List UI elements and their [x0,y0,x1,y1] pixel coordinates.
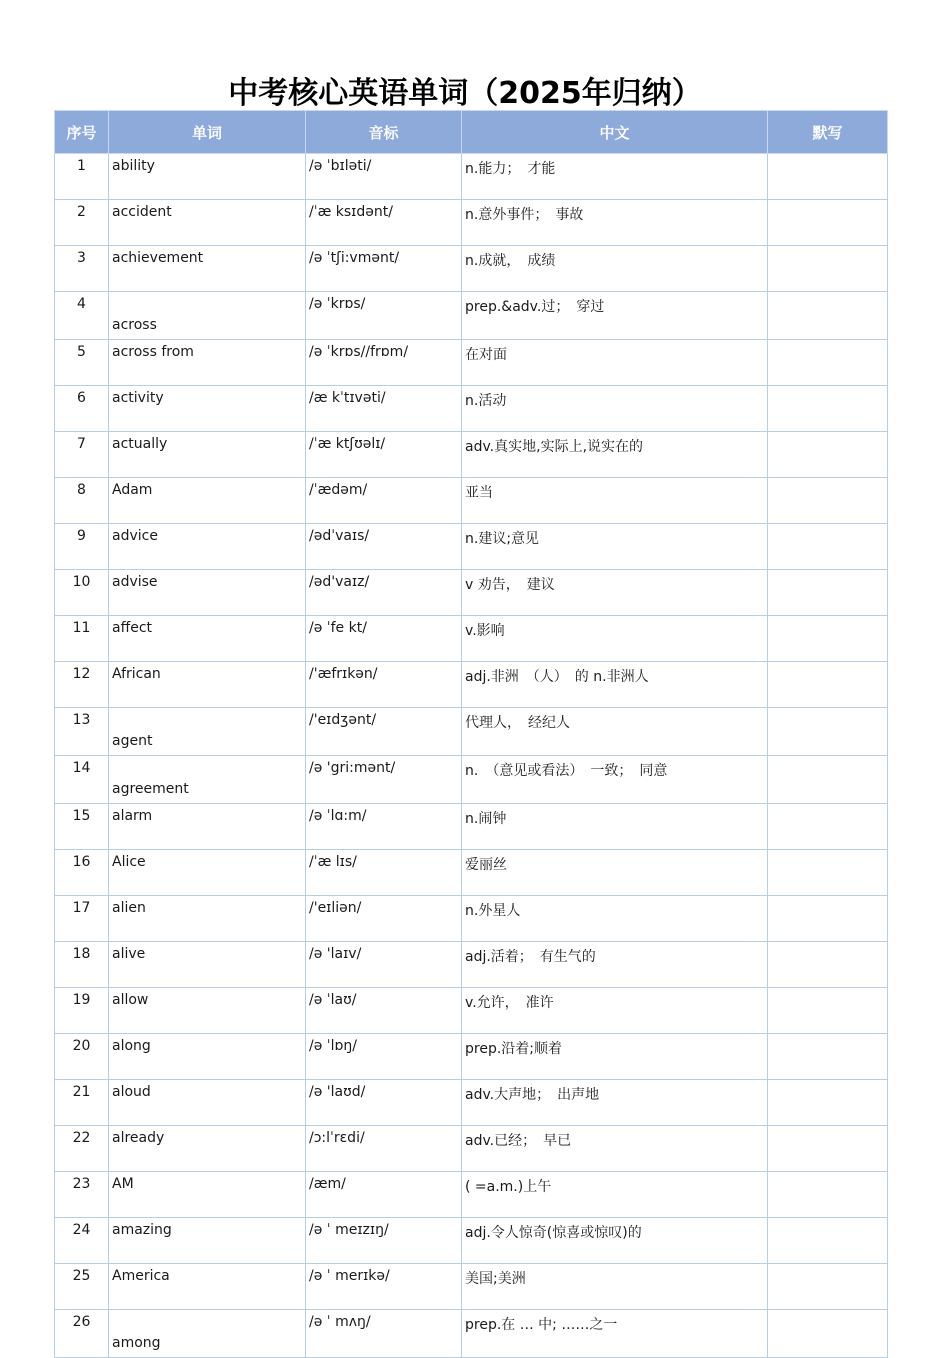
table-row [55,246,888,292]
cell-dictation[interactable] [768,154,888,200]
cell-word: activity [109,386,306,432]
table-row [55,804,888,850]
cell-word: Adam [109,478,306,524]
cell-chinese: 亚当 [462,478,768,524]
cell-word: AM [109,1172,306,1218]
cell-number: 7 [55,432,109,478]
cell-dictation[interactable] [768,1218,888,1264]
cell-dictation[interactable] [768,570,888,616]
cell-dictation[interactable] [768,616,888,662]
cell-number: 1 [55,154,109,200]
header-chinese: 中文 [462,111,768,154]
cell-chinese: 在对面 [462,340,768,386]
cell-dictation[interactable] [768,988,888,1034]
cell-chinese: n.能力； 才能 [462,154,768,200]
cell-word: alarm [109,804,306,850]
cell-word: across [109,292,306,340]
cell-word: aloud [109,1080,306,1126]
cell-phonetic: /'eɪliən/ [306,896,462,942]
table-row [55,942,888,988]
cell-dictation[interactable] [768,942,888,988]
cell-number: 20 [55,1034,109,1080]
cell-word: African [109,662,306,708]
table-row [55,988,888,1034]
table-row [55,616,888,662]
cell-phonetic: /ə 'laɪv/ [306,942,462,988]
cell-number: 21 [55,1080,109,1126]
table-row [55,1034,888,1080]
cell-number: 17 [55,896,109,942]
cell-word: across from [109,340,306,386]
cell-phonetic: /ɔ:lˈrɛdi/ [306,1126,462,1172]
cell-number: 9 [55,524,109,570]
cell-phonetic: /ədˈvaɪs/ [306,524,462,570]
page-title: 中考核心英语单词（2025年归纳） [228,76,702,111]
cell-chinese: ( =a.m.)上午 [462,1172,768,1218]
table-row [55,1080,888,1126]
cell-dictation[interactable] [768,1034,888,1080]
cell-number: 5 [55,340,109,386]
cell-phonetic: /ə ˈlɒŋ/ [306,1034,462,1080]
header-phonetic: 音标 [306,111,462,154]
cell-dictation[interactable] [768,432,888,478]
cell-chinese: adj.非洲 （人） 的 n.非洲人 [462,662,768,708]
cell-word: Alice [109,850,306,896]
cell-dictation[interactable] [768,386,888,432]
cell-phonetic: /ə ˈ merɪkə/ [306,1264,462,1310]
cell-word: among [109,1310,306,1358]
cell-chinese: v.允许， 准许 [462,988,768,1034]
cell-dictation[interactable] [768,708,888,756]
cell-phonetic: /ə ˈfe kt/ [306,616,462,662]
cell-dictation[interactable] [768,1264,888,1310]
cell-word: agreement [109,756,306,804]
table-row [55,340,888,386]
cell-phonetic: /ə ˈ mʌŋ/ [306,1310,462,1358]
table-header-row [55,111,888,154]
cell-phonetic: /ə 'gri:mənt/ [306,756,462,804]
cell-chinese: n.闹钟 [462,804,768,850]
cell-chinese: adj.活着； 有生气的 [462,942,768,988]
header-dictation: 默写 [768,111,888,154]
cell-chinese: n. （意见或看法） 一致； 同意 [462,756,768,804]
cell-number: 12 [55,662,109,708]
cell-word: achievement [109,246,306,292]
cell-number: 15 [55,804,109,850]
cell-chinese: n.外星人 [462,896,768,942]
cell-chinese: 代理人， 经纪人 [462,708,768,756]
cell-phonetic: /ə 'laʊd/ [306,1080,462,1126]
table-row [55,708,888,756]
table-row [55,570,888,616]
cell-word: affect [109,616,306,662]
cell-phonetic: /ə ˈlaʊ/ [306,988,462,1034]
cell-chinese: prep.沿着;顺着 [462,1034,768,1080]
cell-phonetic: /ˈæ lɪs/ [306,850,462,896]
cell-chinese: n.活动 [462,386,768,432]
cell-number: 19 [55,988,109,1034]
cell-number: 16 [55,850,109,896]
cell-phonetic: /'æfrɪkən/ [306,662,462,708]
cell-number: 13 [55,708,109,756]
cell-phonetic: /ˈæ ksɪdənt/ [306,200,462,246]
cell-word: advise [109,570,306,616]
cell-number: 26 [55,1310,109,1358]
header-word: 单词 [109,111,306,154]
cell-phonetic: /æ kˈtɪvəti/ [306,386,462,432]
cell-number: 24 [55,1218,109,1264]
cell-dictation[interactable] [768,756,888,804]
table-row [55,662,888,708]
cell-phonetic: /ˈæ ktʃʊəlɪ/ [306,432,462,478]
cell-number: 6 [55,386,109,432]
cell-chinese: v 劝告， 建议 [462,570,768,616]
cell-word: already [109,1126,306,1172]
cell-dictation[interactable] [768,478,888,524]
cell-number: 11 [55,616,109,662]
cell-word: actually [109,432,306,478]
cell-dictation[interactable] [768,340,888,386]
cell-number: 23 [55,1172,109,1218]
cell-phonetic: /ˈædəm/ [306,478,462,524]
table-row [55,478,888,524]
cell-number: 10 [55,570,109,616]
table-row [55,1172,888,1218]
table-row [55,756,888,804]
cell-chinese: adv.已经； 早已 [462,1126,768,1172]
cell-chinese: n.建议;意见 [462,524,768,570]
table-row [55,1218,888,1264]
cell-chinese: n.意外事件； 事故 [462,200,768,246]
table-row [55,292,888,340]
cell-dictation[interactable] [768,1310,888,1358]
cell-chinese: prep.&adv.过； 穿过 [462,292,768,340]
cell-phonetic: /ə ˈlɑ:m/ [306,804,462,850]
cell-phonetic: /'eɪdʒənt/ [306,708,462,756]
cell-phonetic: /ə ˈbɪləti/ [306,154,462,200]
cell-chinese: 爱丽丝 [462,850,768,896]
cell-word: allow [109,988,306,1034]
cell-word: along [109,1034,306,1080]
cell-number: 18 [55,942,109,988]
table-row [55,200,888,246]
cell-dictation[interactable] [768,1172,888,1218]
cell-phonetic: /ə ˈ meɪzɪŋ/ [306,1218,462,1264]
cell-dictation[interactable] [768,850,888,896]
table-row [55,1310,888,1358]
cell-chinese: v.影响 [462,616,768,662]
cell-chinese: adv.真实地,实际上,说实在的 [462,432,768,478]
cell-number: 22 [55,1126,109,1172]
cell-phonetic: /ə ˈtʃi:vmənt/ [306,246,462,292]
header-number: 序号 [55,111,109,154]
cell-phonetic: /ə ˈkrɒs/ [306,292,462,340]
cell-word: alive [109,942,306,988]
cell-chinese: prep.在 … 中; ……之一 [462,1310,768,1358]
cell-number: 8 [55,478,109,524]
cell-dictation[interactable] [768,292,888,340]
cell-dictation[interactable] [768,662,888,708]
table-row [55,896,888,942]
cell-number: 25 [55,1264,109,1310]
cell-chinese: n.成就， 成绩 [462,246,768,292]
cell-number: 14 [55,756,109,804]
cell-phonetic: /ə ˈkrɒs//frɒm/ [306,340,462,386]
cell-number: 4 [55,292,109,340]
cell-chinese: adv.大声地； 出声地 [462,1080,768,1126]
cell-number: 2 [55,200,109,246]
cell-word: ability [109,154,306,200]
cell-word: America [109,1264,306,1310]
cell-phonetic: /æm/ [306,1172,462,1218]
vocabulary-table [54,110,888,1358]
cell-word: agent [109,708,306,756]
table-row [55,386,888,432]
cell-dictation[interactable] [768,524,888,570]
cell-number: 3 [55,246,109,292]
cell-dictation[interactable] [768,896,888,942]
cell-word: alien [109,896,306,942]
cell-dictation[interactable] [768,1080,888,1126]
cell-dictation[interactable] [768,804,888,850]
cell-word: accident [109,200,306,246]
table-row [55,1126,888,1172]
table-row [55,154,888,200]
cell-dictation[interactable] [768,246,888,292]
cell-chinese: adj.令人惊奇(惊喜或惊叹)的 [462,1218,768,1264]
table-row [55,432,888,478]
cell-dictation[interactable] [768,1126,888,1172]
table-body [55,154,888,1358]
cell-phonetic: /əd'vaɪz/ [306,570,462,616]
table-row [55,524,888,570]
table-row [55,1264,888,1310]
table-row [55,850,888,896]
cell-word: amazing [109,1218,306,1264]
cell-dictation[interactable] [768,200,888,246]
cell-chinese: 美国;美洲 [462,1264,768,1310]
cell-word: advice [109,524,306,570]
